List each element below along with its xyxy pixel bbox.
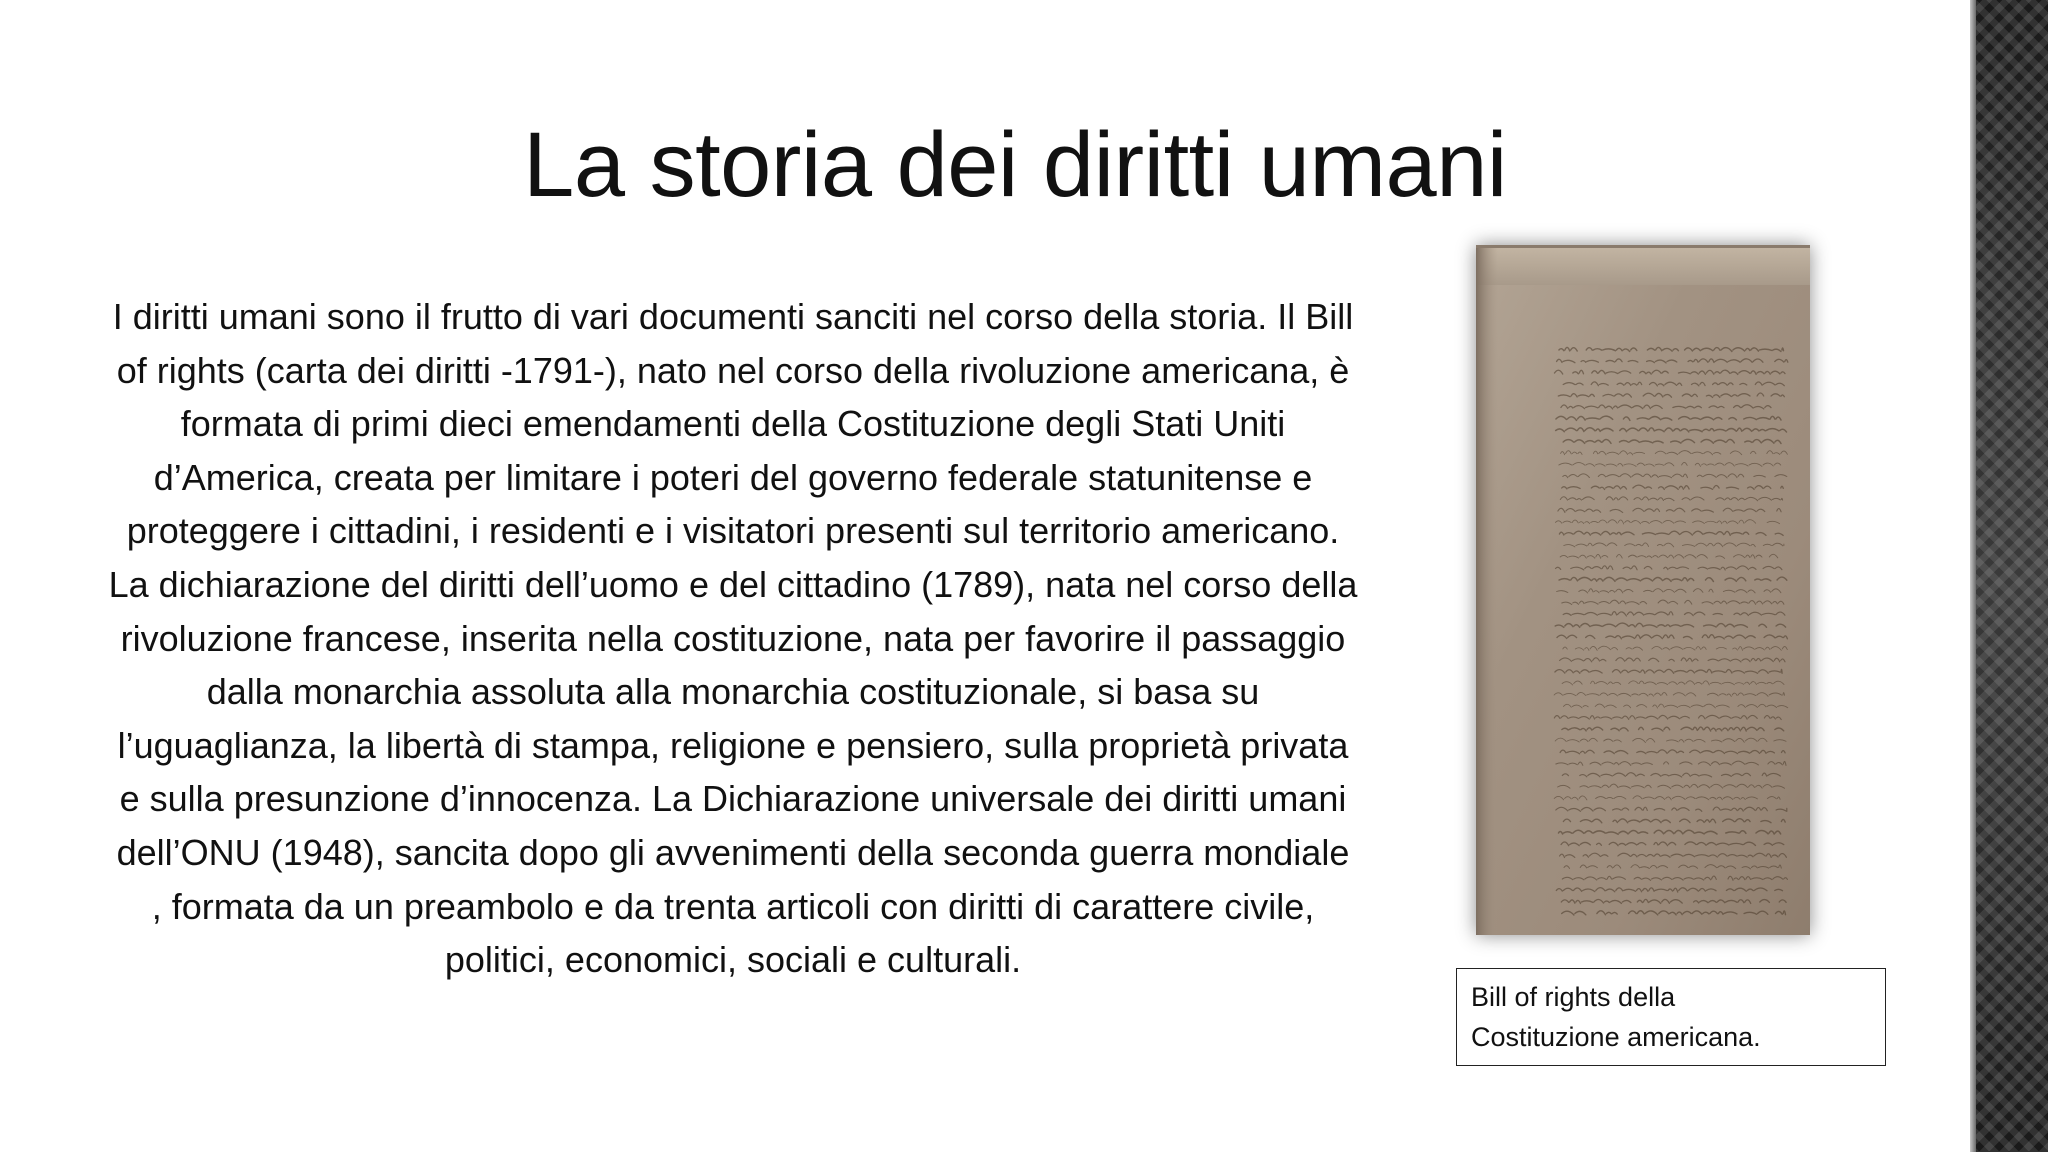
slide-title: La storia dei diritti umani — [523, 114, 1507, 216]
caption-line-1: Bill of rights della — [1471, 982, 1676, 1012]
body-paragraph: I diritti umani sono il frutto di vari documenti sanciti nel corso della storia. Il Bill of rights (carta dei diritti -1791-), nato nel corso della rivoluzione americana, è formata di primi dieci emendamenti della Costituzione degli Stati Uniti d’America, creata per limitare i poteri del governo federale statunitense e proteggere i cittadini, i residenti e i visitatori presenti sul territorio americano. La dichiarazione del diritti dell’uomo e del cittadino (1789), nata nel corso della rivoluzione francese, inserita nella costituzione, nata per favorire il passaggio dalla monarchia assoluta alla monarchia costituzionale, si basa su l’uguaglianza, la libertà di stampa, religione e pensiero, sulla proprietà privata e sulla presunzione d’innocenza. La Dichiarazione universale dei diritti umani dell’ONU (1948), sancita dopo gli avvenimenti della seconda guerra mondiale , formata da un preambolo e da trenta articoli con diritti di carattere civile, politici, economici, sociali e culturali. — [108, 296, 1358, 981]
image-caption — [1456, 968, 1886, 1066]
caption-line-2: Costituzione americana. — [1471, 1022, 1761, 1052]
bill-of-rights-document-image — [1476, 245, 1810, 935]
